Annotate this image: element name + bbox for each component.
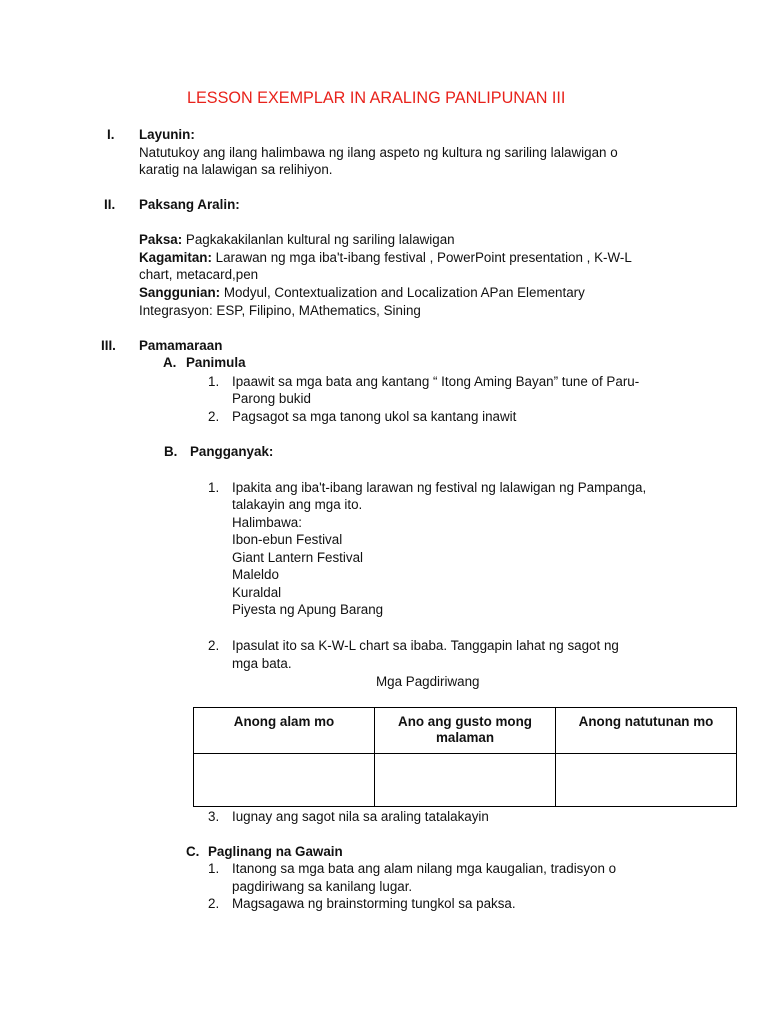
section-2-heading: Paksang Aralin: <box>139 197 240 212</box>
kwl-header-want: Ano ang gusto mong malaman <box>375 708 556 754</box>
subsection-b-letter: B. <box>164 444 178 459</box>
objective-line-2: karatig na lalawigan sa relihiyon. <box>139 162 333 177</box>
c-item-2-line-1: Magsagawa ng brainstorming tungkol sa paksa. <box>232 896 516 911</box>
b-item-2-line-1: Ipasulat ito sa K-W-L chart sa ibaba. Tanggapin lahat ng sagot ng <box>232 638 619 653</box>
subsection-a-letter: A. <box>163 355 177 370</box>
kwl-chart-table <box>193 707 737 807</box>
a-item-2-number: 2. <box>208 409 220 424</box>
b-item-1-line-2: talakayin ang mga ito. <box>232 497 363 512</box>
kagamitan-label: Kagamitan: <box>139 250 212 265</box>
integrasyon-line: Integrasyon: ESP, Filipino, MAthematics, Sining <box>139 303 421 318</box>
c-item-2-number: 2. <box>208 896 220 911</box>
section-2-number: II. <box>104 197 116 212</box>
paksa-label: Paksa: <box>139 232 183 247</box>
kwl-header-row <box>194 708 737 754</box>
table-caption: Mga Pagdiriwang <box>376 674 480 689</box>
b-item-3-number: 3. <box>208 809 220 824</box>
kagamitan-value: Larawan ng mga iba't-ibang festival , PowerPoint presentation , K-W-L <box>211 250 632 265</box>
c-item-1-line-2: pagdiriwang sa kanilang lugar. <box>232 879 413 894</box>
subsection-a-heading: Panimula <box>186 355 246 370</box>
b-item-3-text: Iugnay ang sagot nila sa araling tatalakayin <box>232 809 489 824</box>
kwl-header-know: Anong alam mo <box>194 708 375 754</box>
kagamitan-line <box>139 249 632 266</box>
b-item-1-number: 1. <box>208 480 220 495</box>
kwl-cell-want <box>375 754 556 807</box>
subsection-c-letter: C. <box>186 844 200 859</box>
section-3-number: III. <box>101 338 116 353</box>
section-3-heading: Pamamaraan <box>139 338 223 353</box>
b-item-2-number: 2. <box>208 638 220 653</box>
festival-item: Maleldo <box>232 567 279 582</box>
section-1-heading: Layunin: <box>139 127 195 142</box>
sanggunian-label: Sanggunian: <box>139 285 221 300</box>
sanggunian-line <box>139 284 585 301</box>
festival-item: Piyesta ng Apung Barang <box>232 602 384 617</box>
a-item-1-number: 1. <box>208 374 220 389</box>
festival-item: Giant Lantern Festival <box>232 550 363 565</box>
b-item-1-line-3: Halimbawa: <box>232 515 302 530</box>
subsection-c-heading: Paglinang na Gawain <box>208 844 343 859</box>
kwl-header-learned: Anong natutunan mo <box>556 708 737 754</box>
page-title: LESSON EXEMPLAR IN ARALING PANLIPUNAN III <box>187 89 566 107</box>
paksa-line <box>139 231 455 248</box>
section-1-number: I. <box>107 127 115 142</box>
b-item-2-line-2: mga bata. <box>232 656 292 671</box>
subsection-b-heading: Pangganyak: <box>190 444 274 459</box>
kwl-cell-learned <box>556 754 737 807</box>
kagamitan-line-2: chart, metacard,pen <box>139 267 259 282</box>
paksa-value: Pagkakakilanlan kultural ng sariling lalawigan <box>182 232 455 247</box>
c-item-1-line-1: Itanong sa mga bata ang alam nilang mga kaugalian, tradisyon o <box>232 861 617 876</box>
festival-item: Ibon-ebun Festival <box>232 532 343 547</box>
b-item-1-line-1: Ipakita ang iba't-ibang larawan ng festival ng lalawigan ng Pampanga, <box>232 480 647 495</box>
festival-item: Kuraldal <box>232 585 282 600</box>
a-item-1-line-2: Parong bukid <box>232 391 311 406</box>
a-item-2-line-1: Pagsagot sa mga tanong ukol sa kantang inawit <box>232 409 517 424</box>
kwl-cell-know <box>194 754 375 807</box>
sanggunian-value: Modyul, Contextualization and Localization APan Elementary <box>220 285 585 300</box>
kwl-body-row <box>194 754 737 807</box>
c-item-1-number: 1. <box>208 861 220 876</box>
a-item-1-line-1: Ipaawit sa mga bata ang kantang “ Itong Aming Bayan” tune of Paru- <box>232 374 640 389</box>
objective-line-1: Natutukoy ang ilang halimbawa ng ilang aspeto ng kultura ng sariling lalawigan o <box>139 145 618 160</box>
